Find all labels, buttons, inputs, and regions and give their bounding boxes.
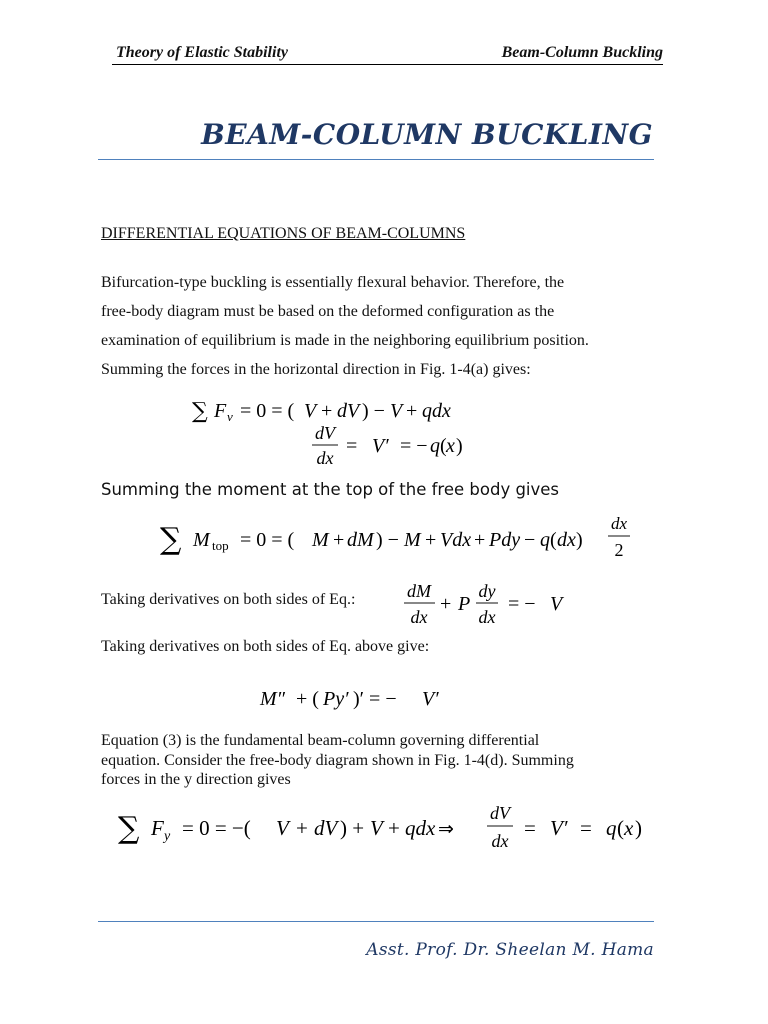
svg-text:) −: ) − bbox=[362, 400, 385, 422]
svg-text:=: = bbox=[346, 435, 358, 457]
svg-text:dM: dM bbox=[407, 581, 431, 601]
svg-text:dM: dM bbox=[347, 529, 374, 551]
equation-sum-fy-math bbox=[118, 802, 648, 852]
svg-text:M: M bbox=[193, 529, 210, 551]
svg-text:M″: M″ bbox=[260, 688, 285, 710]
paragraph-2 bbox=[101, 731, 652, 790]
svg-text:dV: dV bbox=[490, 803, 510, 823]
equation-m-double-prime-math bbox=[260, 683, 440, 713]
svg-text:∑: ∑ bbox=[192, 399, 208, 424]
paragraph-1 bbox=[101, 268, 652, 384]
paragraph-line: equation. Consider the free-body diagram shown in Fig. 1-4(d). Summing bbox=[101, 751, 574, 769]
paragraph-line: examination of equilibrium is made in the neighboring equilibrium position. bbox=[101, 332, 589, 349]
svg-text:F: F bbox=[214, 400, 227, 422]
svg-text:q: q bbox=[540, 529, 550, 551]
svg-text:V: V bbox=[276, 816, 289, 840]
running-header bbox=[112, 42, 663, 65]
svg-text:(: ( bbox=[550, 529, 557, 551]
svg-text:+: + bbox=[333, 529, 345, 551]
svg-text:V′: V′ bbox=[550, 816, 568, 840]
svg-text:F: F bbox=[151, 816, 164, 840]
equation-sum-moment-math bbox=[160, 515, 630, 565]
svg-text:= −: = − bbox=[400, 435, 428, 457]
svg-text:+: + bbox=[474, 529, 486, 551]
svg-text:dx: dx bbox=[610, 514, 628, 533]
svg-text:dV: dV bbox=[337, 400, 360, 422]
author-footer: Asst. Prof. Dr. Sheelan M. Hama bbox=[366, 940, 654, 960]
paragraph-line: Summing the forces in the horizontal direction in Fig. 1-4(a) gives: bbox=[101, 361, 531, 378]
svg-text:dV: dV bbox=[314, 816, 338, 840]
equation-dv-dx-math bbox=[312, 422, 472, 470]
svg-text:): ) bbox=[576, 529, 583, 551]
svg-text:qdx: qdx bbox=[405, 816, 436, 840]
svg-text:dx: dx bbox=[316, 448, 334, 468]
svg-text:q: q bbox=[430, 435, 440, 457]
svg-text:V′: V′ bbox=[422, 688, 439, 710]
equation-dm-dx bbox=[404, 578, 574, 628]
svg-text:Py′: Py′ bbox=[323, 688, 349, 710]
svg-text:V: V bbox=[390, 400, 403, 422]
equation-dv-dx bbox=[312, 422, 472, 470]
svg-text:v: v bbox=[227, 409, 233, 424]
svg-text:+ (: + ( bbox=[296, 688, 319, 710]
svg-text:+: + bbox=[388, 816, 400, 840]
svg-text:M: M bbox=[404, 529, 421, 551]
svg-text:): ) bbox=[456, 435, 463, 457]
derivatives-text-2: Taking derivatives on both sides of Eq. above give: bbox=[101, 638, 430, 655]
equation-m-double-prime bbox=[260, 683, 440, 713]
svg-text:P: P bbox=[458, 593, 471, 615]
paragraph-line: forces in the y direction gives bbox=[101, 771, 291, 788]
svg-text:+: + bbox=[321, 400, 333, 422]
page-title: BEAM-COLUMN BUCKLING bbox=[201, 118, 653, 151]
equation-sum-fy bbox=[118, 802, 648, 852]
svg-text:(: ( bbox=[440, 435, 447, 457]
svg-text:= −: = − bbox=[508, 593, 536, 615]
svg-text:= 0 = (: = 0 = ( bbox=[240, 529, 295, 551]
svg-text:Pdy: Pdy bbox=[489, 529, 521, 551]
section-heading: DIFFERENTIAL EQUATIONS OF BEAM-COLUMNS bbox=[101, 225, 466, 242]
svg-text:qdx: qdx bbox=[422, 400, 451, 422]
svg-text:+: + bbox=[296, 816, 308, 840]
svg-text:=: = bbox=[580, 816, 592, 840]
svg-text:=: = bbox=[524, 816, 536, 840]
svg-text:M: M bbox=[312, 529, 329, 551]
svg-text:dy: dy bbox=[478, 581, 496, 601]
derivatives-text-1: Taking derivatives on both sides of Eq.: bbox=[101, 591, 356, 608]
svg-text:V: V bbox=[370, 816, 383, 840]
paragraph-line: free-body diagram must be based on the deformed configuration as the bbox=[101, 303, 555, 320]
svg-text:top: top bbox=[212, 538, 229, 553]
svg-text:V: V bbox=[304, 400, 317, 422]
header-right: Beam-Column Buckling bbox=[501, 44, 663, 61]
svg-text:y: y bbox=[164, 829, 171, 844]
svg-text:) +: ) + bbox=[340, 816, 365, 840]
svg-text:2: 2 bbox=[614, 540, 624, 560]
svg-text:x: x bbox=[446, 435, 455, 457]
svg-text:dx: dx bbox=[491, 831, 509, 851]
svg-text:(: ( bbox=[617, 816, 624, 840]
svg-text:⇒: ⇒ bbox=[438, 818, 454, 840]
svg-text:): ) bbox=[635, 816, 642, 840]
svg-text:= 0 = −(: = 0 = −( bbox=[182, 816, 251, 840]
equation-dm-dx-math bbox=[404, 578, 574, 628]
svg-text:V′: V′ bbox=[372, 435, 389, 457]
paragraph-line: Equation (3) is the fundamental beam-column governing differential bbox=[101, 732, 540, 749]
paragraph-line: Bifurcation-type buckling is essentially flexural behavior. Therefore, the bbox=[101, 274, 565, 291]
svg-text:dV: dV bbox=[315, 423, 335, 443]
svg-text:q: q bbox=[606, 816, 617, 840]
svg-text:+: + bbox=[406, 400, 418, 422]
svg-text:∑: ∑ bbox=[118, 811, 140, 846]
svg-text:dx: dx bbox=[410, 607, 428, 627]
header-left: Theory of Elastic Stability bbox=[116, 44, 288, 61]
svg-text:)′ = −: )′ = − bbox=[353, 688, 397, 710]
svg-text:V: V bbox=[550, 593, 563, 615]
svg-text:−: − bbox=[524, 529, 536, 551]
svg-text:= 0 = (: = 0 = ( bbox=[240, 400, 295, 422]
moment-text: Summing the moment at the top of the free body gives bbox=[101, 480, 560, 499]
svg-text:Vdx: Vdx bbox=[440, 529, 472, 551]
equation-sum-moment bbox=[160, 515, 630, 565]
svg-text:) −: ) − bbox=[376, 529, 399, 551]
footer-rule bbox=[98, 921, 654, 922]
svg-text:dx: dx bbox=[478, 607, 496, 627]
title-rule bbox=[98, 159, 654, 160]
svg-text:x: x bbox=[624, 816, 634, 840]
svg-text:∑: ∑ bbox=[160, 522, 182, 557]
svg-text:+: + bbox=[425, 529, 437, 551]
svg-text:+: + bbox=[440, 593, 452, 615]
svg-text:dx: dx bbox=[557, 529, 576, 551]
